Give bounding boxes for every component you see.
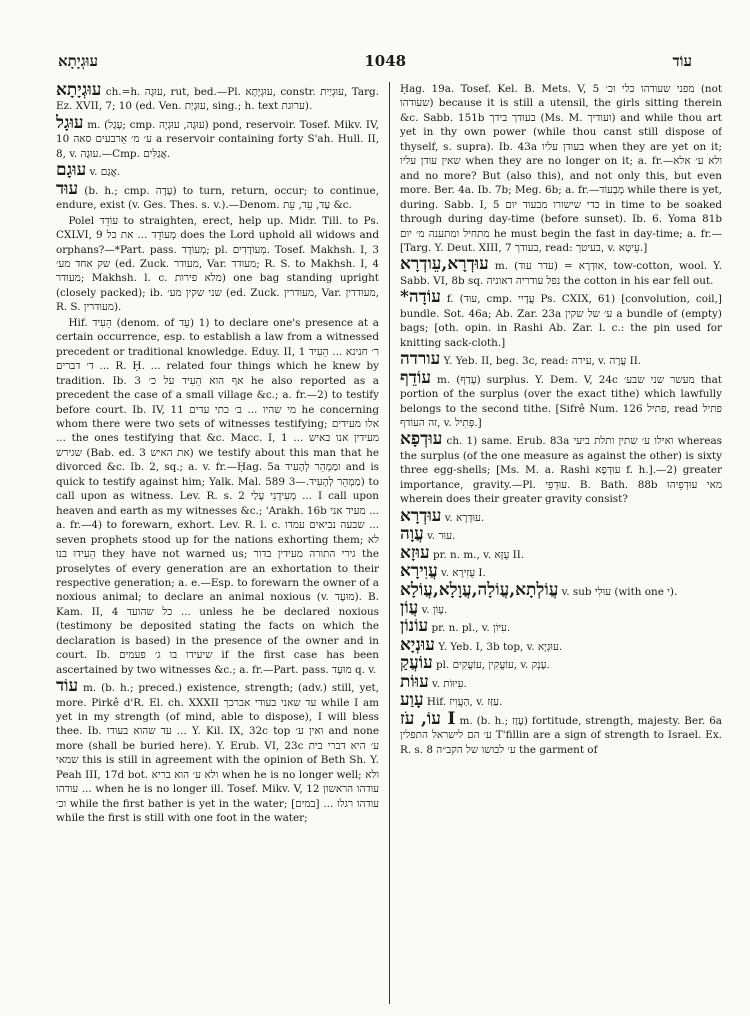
dictionary-columns [56, 82, 722, 1004]
dictionary-entry [56, 214, 379, 315]
entry-headword: עורדה [400, 349, 441, 370]
entry-text: pr. n. m., v. עֻזָּא II. [432, 548, 525, 561]
entry-headword: עוֹדֵף [400, 367, 431, 388]
dictionary-entry [400, 655, 722, 672]
dictionary-entry [400, 526, 722, 543]
entry-headword: עוֹ, עֹז I [400, 708, 456, 729]
entry-text: v. אֲגַם. [89, 166, 121, 179]
dictionary-entry [400, 542, 722, 563]
page-number: 1048 [364, 52, 407, 70]
entry-headword: עֲוֹלְתָא,עֲוֹלָה,עֲוָלָא,עֲוֹלָא [400, 579, 559, 600]
entry-text: ch. 1) same. Erub. 83a ואילו ע׳ שתין ותלת ביעי whereas the surplus (of the one measure as against the other) is sixty three egg-shells; [Ms. M. a. Rashi עוּדְפָא f. h.].—2) greater importance, gravity.—Pl. עוּדְפֵי. B. Bath. 88b מאי עוּדְפֵיהוּ wherein does their greater gravity consist? [400, 435, 722, 506]
entry-headword: עוּגָל [56, 112, 84, 133]
entry-text: Polel עוֹדֵד to straighten, erect, help up. Midr. Till. to Ps. CXLVI, 9 מְעוֹדֵד ... את כל does the Lord uphold all widows and orphans?—*Part. pass. מְעוֹדָד; pl. מְעוֹדָדִים. Tosef. Makhsh. I, 3 שק אחד מע׳ (ed. Zuck. מעודר, Var. מעודד; R. S. to Makhsh. I, 4 מעודר; Makhsh. l. c. מלא פירות) one bag standing upright (closely packed); ib. שני שקין מע׳ (ed. Zuck. מעודרין, Var. מעודדין, R. S. מעודרין). [56, 214, 380, 314]
dictionary-entry [400, 692, 722, 709]
entry-headword: עוּוֹת [400, 671, 429, 692]
dictionary-entry [400, 618, 722, 635]
dictionary-entry [56, 162, 379, 179]
entry-text: ch.=h. עוּגָה, rut, bed.—Pl. עוּגְיָתָא, constr. עוּגְיַית, Targ. Ez. XVII, 7; 10 (ed. Ven. עוּגְיַת, sing.; h. text ערוגת). [56, 86, 379, 113]
entry-text: v. sub עוּלִי (with one י). [561, 585, 678, 598]
entry-headword: עוּזָא [400, 542, 430, 563]
dictionary-entry [56, 178, 379, 213]
entry-text: m. (עָגַל; cmp. עוּגָה, עוּגְיָה) pond, reservoir. Tosef. Mikv. IV, 10 ע׳ מ׳ אֵרבעים סאה a reservoir containing forty S'ah. Hull. II, 8, v. עוּגָה.—Cmp. אֲגַלִּים. [56, 118, 379, 160]
entry-headword: עֲוִירָא [400, 561, 438, 582]
dictionary-entry [400, 563, 722, 580]
entry-headword: *עוֹדָה [400, 287, 441, 308]
dictionary-entry [400, 634, 722, 655]
entry-headword: עוּנְיָא [400, 634, 435, 655]
dictionary-entry [56, 316, 379, 677]
entry-text: m. (b. h.; preced.) existence, strength; (adv.) still, yet, more. Pirkê d'R. El. ch. XXXII עד שאני בעודי אברכך while I am yet in my strength (of mind, able to dispose), I will bless thee. Ib. עד שהוא בעודו ... Y. Kil. IX, 32c top ואין ע׳ and none more (shall be buried here). Y. Erub. VI, 23c ע׳ היא דברי בית שמאי this is still in agreement with the opinion of Beth Sh. Y. Peah III, 17d bot. ולא ע׳ הוא בריא when he is no longer well; ולא עודהו ... when he is no longer ill. Tosef. Mikv. V, 12 עודהו הראשון וכ׳ while the first bather is yet in the water; עודהו רגלו ... [במים] while the first is still with one foot in the water; [56, 682, 380, 825]
entry-text: Hif. הַעֲוִיז, v. עַזַּז. [426, 696, 503, 709]
running-head-right: עוֹד [672, 52, 692, 70]
entry-headword: עֲוֹן [400, 597, 419, 618]
dictionary-entry [400, 431, 722, 506]
dictionary-entry [400, 597, 722, 618]
entry-headword: עוֹעֲקַ [400, 653, 433, 674]
dictionary-entry [400, 289, 722, 350]
dictionary-entry [400, 367, 722, 431]
entry-headword: עֲוָה [400, 524, 424, 545]
dictionary-entry [400, 708, 722, 757]
entry-text: m. (b. h.; עָזַז) fortitude, strength, majesty. Ber. 6a ע׳ הם לישראל התפלין T'fillin are a sign of strength to Israel. Ex. R. s. 8 ע׳ לבושו של הקב״ה the garment of [400, 714, 722, 756]
entry-text: pl. עוֹעֲקִין ,עוֹעֲקִים, v. עֶנֶק. [436, 659, 550, 672]
entry-text: Ḥag. 19a. Tosef. Kel. B. Mets. V, 5 מפני שעודהו כלי וכ׳ (not שעודהו) because it is still a utensil, the girls sitting therein &c. Sabb. 151b בעודך בידך (Ms. M. ועודיך) and while thou art yet in thy own power (while thou canst still dispose of thyself, s. supra). Ib. 43a בעודן עליו when they are yet on it; שאין עודן עליו when they are no longer on it; a. fr.—ולא ע׳ אלא and no more? But (also this), and not only this, but even more. Ber. 4a. Ib. 7b; Meg. 6b; a. fr.—מְבְעוֹד while there is yet, during. Sabb. I, 5 כדי שישורו מבעוד יום in time to be soaked through during day-time (before sunset). Ib. 6. Yoma 81b מתחיל ומתענה מ׳ יום he must begin the fast in day-time; a. fr.—[Targ. Y. Deut. XIII, 7 בעודך, read: בעיטך, v. עֵיטָא.] [400, 83, 722, 254]
entry-text: v. עִיוּוֹת. [432, 677, 467, 690]
entry-text: m. (עדר עוד) = אוּדְרָא, tow-cotton, wool. Y. Sabb. VI, 8b sq. נפל עודריה דאוניה the cotton in his ear fell out. [400, 260, 722, 287]
entry-text: (b. h.; cmp. עָדָה) to turn, return, occur; to continue, endure, exist (v. Ges. Thes. s. v.).—Denom. עַד, עֵד, עֵת &c. [56, 184, 379, 212]
dictionary-entry [400, 256, 722, 288]
running-head-left: עוּגְיָתָא [58, 52, 98, 70]
entry-headword: עוּדְרָא,עֵודְרָא [400, 254, 489, 275]
dictionary-entry [400, 505, 722, 526]
dictionary-entry [400, 579, 722, 600]
dictionary-entry [56, 82, 379, 114]
entry-headword: עָוַע [400, 690, 424, 711]
entry-text: v. עָוֹן. [421, 603, 448, 616]
entry-text: pr. n. pl., v. עִיּוֹן. [431, 622, 511, 635]
entry-text: m. (עָדַף) surplus. Y. Dem. V, 24c מעשר שני שבע׳ that portion of the surplus (over the exact tithe) which lawfully belongs to the second tithe. [Sifrê Num. 126 פתיל, read פתיל זה העוֹדף, v. פְּתִיל.] [400, 373, 722, 429]
entry-headword: עוּגְיָתָא [56, 82, 102, 100]
entry-text: v. עוּר. [427, 530, 456, 543]
left-column [56, 82, 389, 1004]
entry-text: v. עוּדְרָא. [444, 511, 485, 524]
dictionary-entry [56, 112, 379, 161]
entry-headword: עוֹד [56, 676, 79, 697]
dictionary-entry [56, 678, 379, 826]
entry-headword: עוּדְפָא [400, 429, 443, 450]
entry-headword: עוּדְרָא [400, 505, 442, 526]
entry-text: Y. Yeb. II, beg. 3c, read: עירה, v. עֲרָה II. [443, 355, 642, 368]
entry-text: Hif. הֵעִיד (denom. of עֵד) 1) to declare one's presence at a certain occurrence, esp. to establish a law from a witnessed precedent or traditional knowledge. Eduy. II, 1 ר׳ חנינא ... הֵעִיד ... ד׳ דברים R. Ḥ. ... related four things which he knew by tradition. Ib. 3 אף הוא הֵעִיד על כ׳ he also reported as a precedent the case of a small village &c.; a. fr.—2) to testify before court. Ib. IV, 11 מי שהיו ... ב׳ כתי עדים he concerning whom there were two sets of witnesses testifying; אלו מעידים ... the ones testifying that &c. Macc. I, 1 מעידין אנו באיש ... שגירש (Bab. ed. 3 את האיש) we testify about this man that he divorced &c. Ib. 2, sq.; a. v. fr.—Ḥag. 5a ומַמְהֵר לְהָעִיד and is quick to testify against him; Yalk. Mal. 589 מַמְהֵר לְהָעִיד.—3) to call upon as witness. Lev. R. s. 2 מְעִידָנִי עָלַי ... I call upon heaven and earth as my witnesses &c.; 'Arakh. 16b מעיד אני ... a. fr.—4) to forewarn, exhort. Lev. R. l. c. שבעה נביאים עמדו ... seven prophets stood up for the nations exhorting them; לא הֵעִידוּ בנו they have not warned us; גירי התורה מעידין בדור the proselytes of every generation are an exhortation to their respective generation; a. e.—Esp. to forewarn the owner of a noxious animal; to declare an animal noxious (v. מוּעָד). B. Kam. II, 4 כל שהועד ... unless he be declared noxious (testimony be deposited stating the facts on which the declaration is based) in the presence of the owner and in court. Ib. שיעידו בו ג׳ פעמים if the first case has been ascertained by two witnesses &c.; a. fr.—Part. pass. מוּעָד q. v. [56, 316, 380, 676]
entry-headword: עוּד [56, 178, 79, 199]
entry-headword: עוֹנוֹן [400, 616, 429, 637]
dictionary-entry [400, 82, 722, 255]
dictionary-entry [400, 671, 722, 692]
entry-text: Y. Yeb. I, 3b top, v. עוּגְיָא. [438, 640, 563, 653]
entry-text: v. עֻזִירָא I. [441, 567, 486, 580]
entry-headword: עוּגָם [56, 160, 87, 181]
page-header [58, 52, 692, 76]
right-column [389, 82, 722, 1004]
entry-text: f. (עוּד, cmp. עֲדָיִי Ps. CXIX, 61) [convolution, coil,] bundle. Sot. 46a; Ab. Zar. 23a ע׳ של שקין a bundle of (empty) bags; [oth. opin. in Rashi Ab. Zar. l. c.: the pin used for knitting sack-cloth.] [400, 293, 722, 349]
dictionary-entry [400, 351, 722, 368]
